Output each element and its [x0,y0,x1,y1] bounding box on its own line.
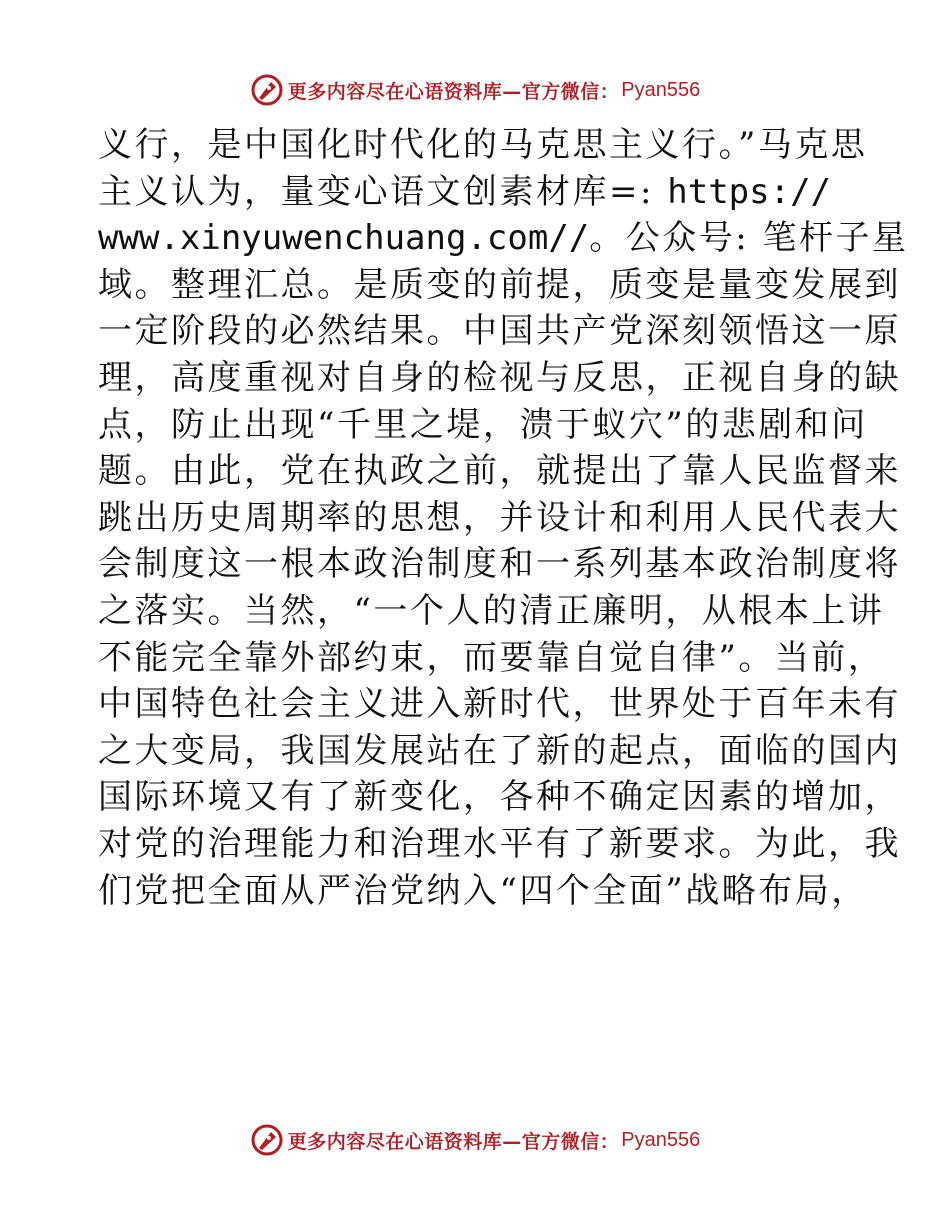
url-text: https:// [667,171,832,212]
body-line: 不能完全靠外部约束，而要靠自觉自律”。当前， [98,637,885,678]
body-line: 之落实。当然，“一个人的清正廉明，从根本上讲 [98,590,885,631]
body-line: 主义认为，量变心语文创素材库=: https:// [98,171,832,212]
header-banner [0,70,950,110]
url-text: www.xinyuwenchuang.com// [98,218,590,259]
wechat-id: Pyan556 [621,1128,701,1151]
body-line: www.xinyuwenchuang.com//。公众号: 笔杆子星 [98,218,909,259]
body-line: 国际环境又有了新变化，各种不确定因素的增加， [98,777,901,818]
body-line: 之大变局，我国发展站在了新的起点，面临的国内 [98,730,901,771]
body-line: 义行，是中国化时代化的马克思主义行。”马克思 [98,125,868,165]
body-line: 一定阶段的必然结果。中国共产党深刻领悟这一原 [98,311,901,352]
pen-nib-logo-icon [250,73,284,107]
wechat-id: Pyan556 [621,78,701,101]
body-line: 会制度这一根本政治制度和一系列基本政治制度将 [98,544,901,585]
body-line: 们党把全面从严治党纳入“四个全面”战略布局， [98,870,868,911]
body-line: 题。由此，党在执政之前，就提出了靠人民监督来 [98,451,901,492]
body-line: 域。整理汇总。是质变的前提，质变是量变发展到 [98,264,901,305]
document-body [98,122,909,914]
pen-nib-logo-icon [250,1123,284,1157]
body-line: 对党的治理能力和治理水平有了新要求。为此，我 [98,823,901,864]
body-line: 点，防止出现“千里之堤，溃于蚁穴”的悲剧和问 [98,404,868,445]
footer-banner [0,1120,950,1160]
banner-text: 更多内容尽在心语资料库—官方微信： [287,1130,620,1153]
body-line: 跳出历史周期率的思想，并设计和利用人民代表大 [98,497,901,538]
body-line: 理，高度重视对自身的检视与反思，正视自身的缺 [98,357,901,398]
banner-text: 更多内容尽在心语资料库—官方微信： [287,80,620,103]
body-line: 中国特色社会主义进入新时代，世界处于百年未有 [98,684,901,725]
